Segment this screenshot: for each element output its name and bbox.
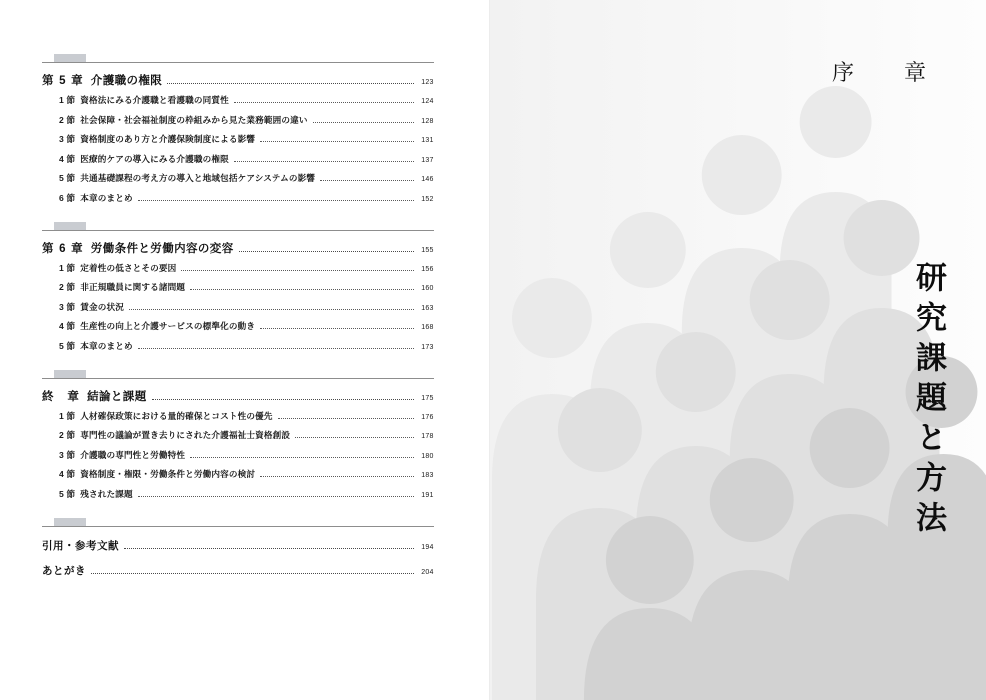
leader-dots (167, 82, 413, 84)
section-title: 生産性の向上と介護サービスの標準化の動き (80, 321, 256, 331)
toc-backmatter-entry[interactable] (42, 538, 434, 553)
section-title: 人材確保政策における量的確保とコスト性の優先 (80, 410, 273, 421)
section-number: 1 節 (59, 262, 76, 273)
toc-backmatter (42, 526, 434, 578)
toc-section-entry[interactable] (59, 192, 434, 204)
leader-dots (260, 327, 413, 329)
section-title: 専門性の議論が置き去りにされた介護福祉士資格創設 (80, 430, 291, 440)
toc-section-entry[interactable] (59, 340, 434, 352)
section-page-number: 176 (421, 413, 434, 421)
chapter-divider (42, 526, 434, 527)
section-page-number: 168 (421, 324, 434, 331)
leader-dots (124, 547, 414, 549)
backmatter-page-number: 194 (421, 543, 434, 551)
section-page-number: 191 (421, 491, 434, 499)
section-page-number: 178 (421, 433, 434, 440)
toc-section-entry[interactable] (59, 429, 434, 441)
toc-section-entry[interactable] (59, 301, 434, 313)
section-title: 資格制度のあり方と介護保険制度による影響 (80, 134, 256, 144)
chapter-page-number: 175 (421, 394, 434, 402)
section-page-number: 183 (421, 472, 434, 479)
section-page-number: 173 (421, 343, 434, 351)
chapter-divider (42, 62, 434, 63)
table-of-contents-page (0, 0, 489, 700)
toc-chapter-block (42, 62, 434, 204)
section-number: 1 節 (59, 95, 76, 105)
backmatter-page-number: 204 (421, 568, 434, 576)
toc-section-entry[interactable] (59, 281, 434, 293)
toc-section-entry[interactable] (59, 488, 434, 500)
toc-section-entry[interactable] (59, 410, 434, 422)
leader-dots (260, 475, 413, 477)
section-number: 3 節 (59, 301, 76, 312)
section-number: 5 節 (59, 488, 76, 499)
section-number: 2 節 (59, 430, 76, 440)
section-title: 資格制度・権限・労働条件と労働内容の検討 (80, 469, 256, 479)
chapter-title: 結論と課題 (87, 390, 147, 403)
leader-dots (190, 456, 413, 458)
toc-chapter-entry[interactable] (42, 240, 434, 256)
leader-dots (190, 288, 413, 290)
leader-dots (138, 347, 414, 349)
section-number: 1 節 (59, 410, 76, 421)
section-main-title: 研究課題と方法 (911, 261, 946, 541)
toc-section-entry[interactable] (59, 262, 434, 274)
section-title: 定着性の低さとその要因 (80, 262, 177, 273)
leader-dots (138, 199, 414, 201)
leader-dots (129, 308, 414, 310)
section-page-number: 163 (421, 304, 434, 312)
leader-dots (295, 436, 413, 438)
toc-list (42, 62, 434, 578)
section-number: 4 節 (59, 469, 76, 479)
section-number: 4 節 (59, 321, 76, 331)
backmatter-title: 引用・参考文献 (42, 539, 119, 552)
section-title: 非正規職員に関する諸問題 (80, 282, 186, 292)
toc-section-entry[interactable] (59, 172, 434, 184)
toc-chapter-block (42, 230, 434, 352)
toc-section-list (42, 262, 434, 352)
section-page-number: 131 (421, 137, 434, 144)
section-number: 6 節 (59, 192, 76, 203)
toc-section-entry[interactable] (59, 153, 434, 165)
section-label: 序 章 (831, 60, 940, 85)
leader-dots (91, 572, 414, 574)
leader-dots (320, 179, 413, 181)
section-page-number: 128 (421, 117, 434, 125)
section-title: 共通基礎課程の考え方の導入と地域包括ケアシステムの影響 (80, 173, 316, 183)
section-number: 3 節 (59, 134, 76, 144)
section-number: 2 節 (59, 282, 76, 292)
chapter-number: 第 6 章 (42, 242, 84, 255)
toc-section-entry[interactable] (59, 449, 434, 461)
section-page-number: 180 (421, 452, 434, 460)
chapter-number: 終 章 (42, 390, 81, 403)
leader-dots (260, 140, 413, 142)
toc-section-entry[interactable] (59, 320, 434, 332)
chapter-page-number: 155 (421, 246, 434, 254)
toc-section-entry[interactable] (59, 468, 434, 480)
section-page-number: 156 (421, 265, 434, 273)
chapter-divider (42, 230, 434, 231)
section-title: 社会保障・社会福祉制度の枠組みから見た業務範囲の違い (80, 114, 308, 125)
chapter-divider (42, 378, 434, 379)
toc-chapter-block (42, 378, 434, 500)
section-title: 資格法にみる介護職と看護職の同質性 (80, 95, 229, 105)
section-page-number: 160 (421, 285, 434, 292)
section-page-number: 124 (421, 98, 434, 105)
toc-section-entry[interactable] (59, 133, 434, 145)
toc-section-list (42, 94, 434, 204)
section-page-number: 152 (421, 195, 434, 203)
section-title: 医療的ケアの導入にみる介護職の権限 (80, 153, 229, 164)
toc-chapter-entry[interactable] (42, 72, 434, 88)
chapter-page-number: 123 (421, 79, 434, 86)
leader-dots (234, 101, 414, 103)
title-block (734, 56, 944, 546)
section-title: 残された課題 (80, 488, 133, 499)
leader-dots (278, 417, 414, 419)
leader-dots (138, 495, 414, 497)
section-number: 5 節 (59, 173, 76, 183)
section-title-page (489, 0, 986, 700)
leader-dots (152, 398, 414, 400)
leader-dots (313, 121, 414, 123)
section-page-number: 137 (421, 156, 434, 164)
chapter-title: 労働条件と労働内容の変容 (90, 242, 234, 255)
section-number: 4 節 (59, 153, 76, 164)
leader-dots (181, 269, 413, 271)
chapter-number: 第 5 章 (42, 75, 84, 87)
leader-dots (234, 160, 414, 162)
toc-section-list (42, 410, 434, 500)
section-number: 5 節 (59, 340, 76, 351)
toc-chapter-entry[interactable] (42, 388, 434, 404)
section-title: 本章のまとめ (80, 192, 133, 203)
leader-dots (239, 250, 414, 252)
toc-section-entry[interactable] (59, 94, 434, 106)
section-title: 介護職の専門性と労働特性 (80, 449, 186, 460)
backmatter-title: あとがき (42, 564, 86, 577)
section-number: 3 節 (59, 449, 76, 460)
toc-section-entry[interactable] (59, 114, 434, 126)
section-page-number: 146 (421, 176, 434, 183)
section-title: 賃金の状況 (80, 301, 124, 312)
toc-backmatter-entry[interactable] (42, 563, 434, 578)
section-title: 本章のまとめ (80, 340, 133, 351)
section-number: 2 節 (59, 114, 76, 125)
chapter-title: 介護職の権限 (90, 75, 163, 87)
